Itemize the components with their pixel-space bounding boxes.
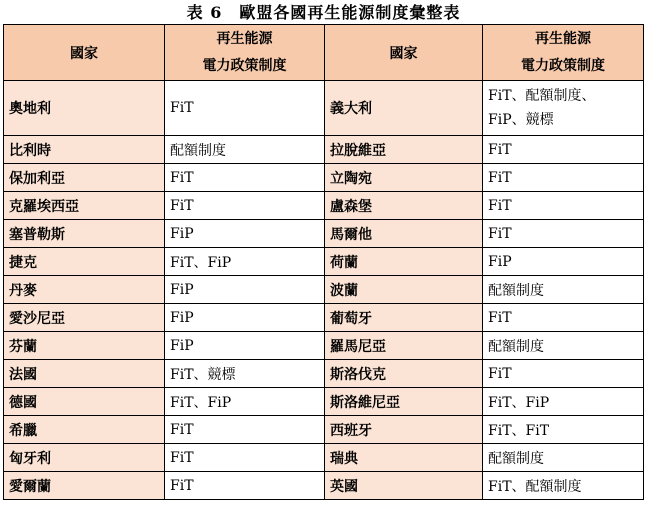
policy-value-right (483, 304, 644, 332)
policy-value-line: 配額制度 (488, 338, 544, 355)
country-name-right: 英國 (325, 472, 483, 500)
country-name-left: 奧地利 (4, 81, 165, 136)
country-name-left: 希臘 (4, 416, 165, 444)
policy-value-line: FiP、競標 (488, 112, 554, 128)
table-row (4, 444, 644, 472)
policy-value-right (483, 416, 644, 444)
header-policy-left (165, 25, 325, 81)
policy-value-right (483, 248, 644, 276)
table-title: 表 6 歐盟各國再生能源制度彙整表 (186, 3, 461, 22)
country-name-right: 荷蘭 (325, 248, 483, 276)
table-header-row (4, 25, 644, 81)
country-name-right: 斯洛伐克 (325, 360, 483, 388)
country-name-left: 德國 (4, 388, 165, 416)
policy-value-right (483, 472, 644, 500)
policy-value-line: FiP (488, 253, 512, 270)
country-name-left: 保加利亞 (4, 164, 165, 192)
policy-value-left: FiT、競標 (165, 360, 325, 388)
country-name-left: 愛爾蘭 (4, 472, 165, 500)
policy-value-right (483, 388, 644, 416)
policy-value-left: FiT (165, 192, 325, 220)
country-name-left: 法國 (4, 360, 165, 388)
country-name-right: 瑞典 (325, 444, 483, 472)
table-row (4, 360, 644, 388)
policy-value-line: FiT (488, 197, 512, 214)
table-row (4, 304, 644, 332)
header-policy-line1: 再生能源 (216, 30, 273, 47)
policy-value-line: FiT (488, 141, 512, 158)
country-name-left: 愛沙尼亞 (4, 304, 165, 332)
table-row (4, 472, 644, 500)
country-name-right: 義大利 (325, 81, 483, 136)
table-row (4, 192, 644, 220)
country-name-right: 波蘭 (325, 276, 483, 304)
policy-value-line: FiT、FiT (488, 422, 550, 439)
policy-value-right (483, 360, 644, 388)
policy-value-left: FiT (165, 164, 325, 192)
policy-value-right (483, 444, 644, 472)
country-name-right: 拉脫維亞 (325, 136, 483, 164)
country-name-right: 立陶宛 (325, 164, 483, 192)
header-country-left: 國家 (4, 25, 165, 81)
policy-value-left: FiT (165, 444, 325, 472)
header-policy-line1: 再生能源 (535, 30, 591, 47)
country-name-left: 塞普勒斯 (4, 220, 165, 248)
table-row (4, 248, 644, 276)
country-name-left: 捷克 (4, 248, 165, 276)
policy-value-line: FiT (488, 365, 512, 382)
policy-value-right (483, 164, 644, 192)
policy-value-left: FiT、FiP (165, 388, 325, 416)
country-name-right: 斯洛維尼亞 (325, 388, 483, 416)
policy-value-line: FiT、配額制度、 (488, 88, 596, 104)
table-row (4, 388, 644, 416)
table-row (4, 416, 644, 444)
policy-value-line: 配額制度 (488, 450, 544, 467)
policy-value-line: FiT (488, 169, 512, 186)
policy-value-right (483, 332, 644, 360)
eu-renewable-policy-table (3, 24, 644, 500)
policy-value-left: FiT (165, 472, 325, 500)
table-row (4, 81, 644, 136)
policy-value-line: FiT (488, 309, 512, 326)
policy-value-right (483, 220, 644, 248)
country-name-left: 丹麥 (4, 276, 165, 304)
policy-value-left: FiP (165, 332, 325, 360)
country-name-left: 匈牙利 (4, 444, 165, 472)
policy-value-line: FiT、配額制度 (488, 478, 582, 495)
policy-value-right (483, 136, 644, 164)
country-name-right: 盧森堡 (325, 192, 483, 220)
country-name-right: 羅馬尼亞 (325, 332, 483, 360)
policy-value-left: FiT (165, 81, 325, 136)
policy-value-left: FiP (165, 220, 325, 248)
policy-value-left: FiT、FiP (165, 248, 325, 276)
country-name-left: 比利時 (4, 136, 165, 164)
country-name-right: 馬爾他 (325, 220, 483, 248)
country-name-right: 葡萄牙 (325, 304, 483, 332)
country-name-left: 克羅埃西亞 (4, 192, 165, 220)
table-row (4, 136, 644, 164)
country-name-right: 西班牙 (325, 416, 483, 444)
header-policy-line2: 電力政策制度 (202, 57, 287, 74)
policy-value-right (483, 81, 644, 136)
table-row (4, 332, 644, 360)
policy-value-left: FiT (165, 416, 325, 444)
policy-value-left: FiP (165, 276, 325, 304)
header-country-right: 國家 (325, 25, 483, 81)
policy-value-line: FiT (488, 225, 512, 242)
table-row (4, 276, 644, 304)
header-policy-right (483, 25, 644, 81)
table-row (4, 164, 644, 192)
policy-value-right (483, 192, 644, 220)
country-name-left: 芬蘭 (4, 332, 165, 360)
policy-value-left: FiP (165, 304, 325, 332)
policy-value-line: FiT、FiP (488, 394, 550, 411)
policy-value-line: 配額制度 (488, 282, 544, 299)
table-body (4, 81, 644, 500)
table-row (4, 220, 644, 248)
policy-value-left: 配額制度 (165, 136, 325, 164)
policy-value-right (483, 276, 644, 304)
header-policy-line2: 電力政策制度 (521, 57, 605, 74)
